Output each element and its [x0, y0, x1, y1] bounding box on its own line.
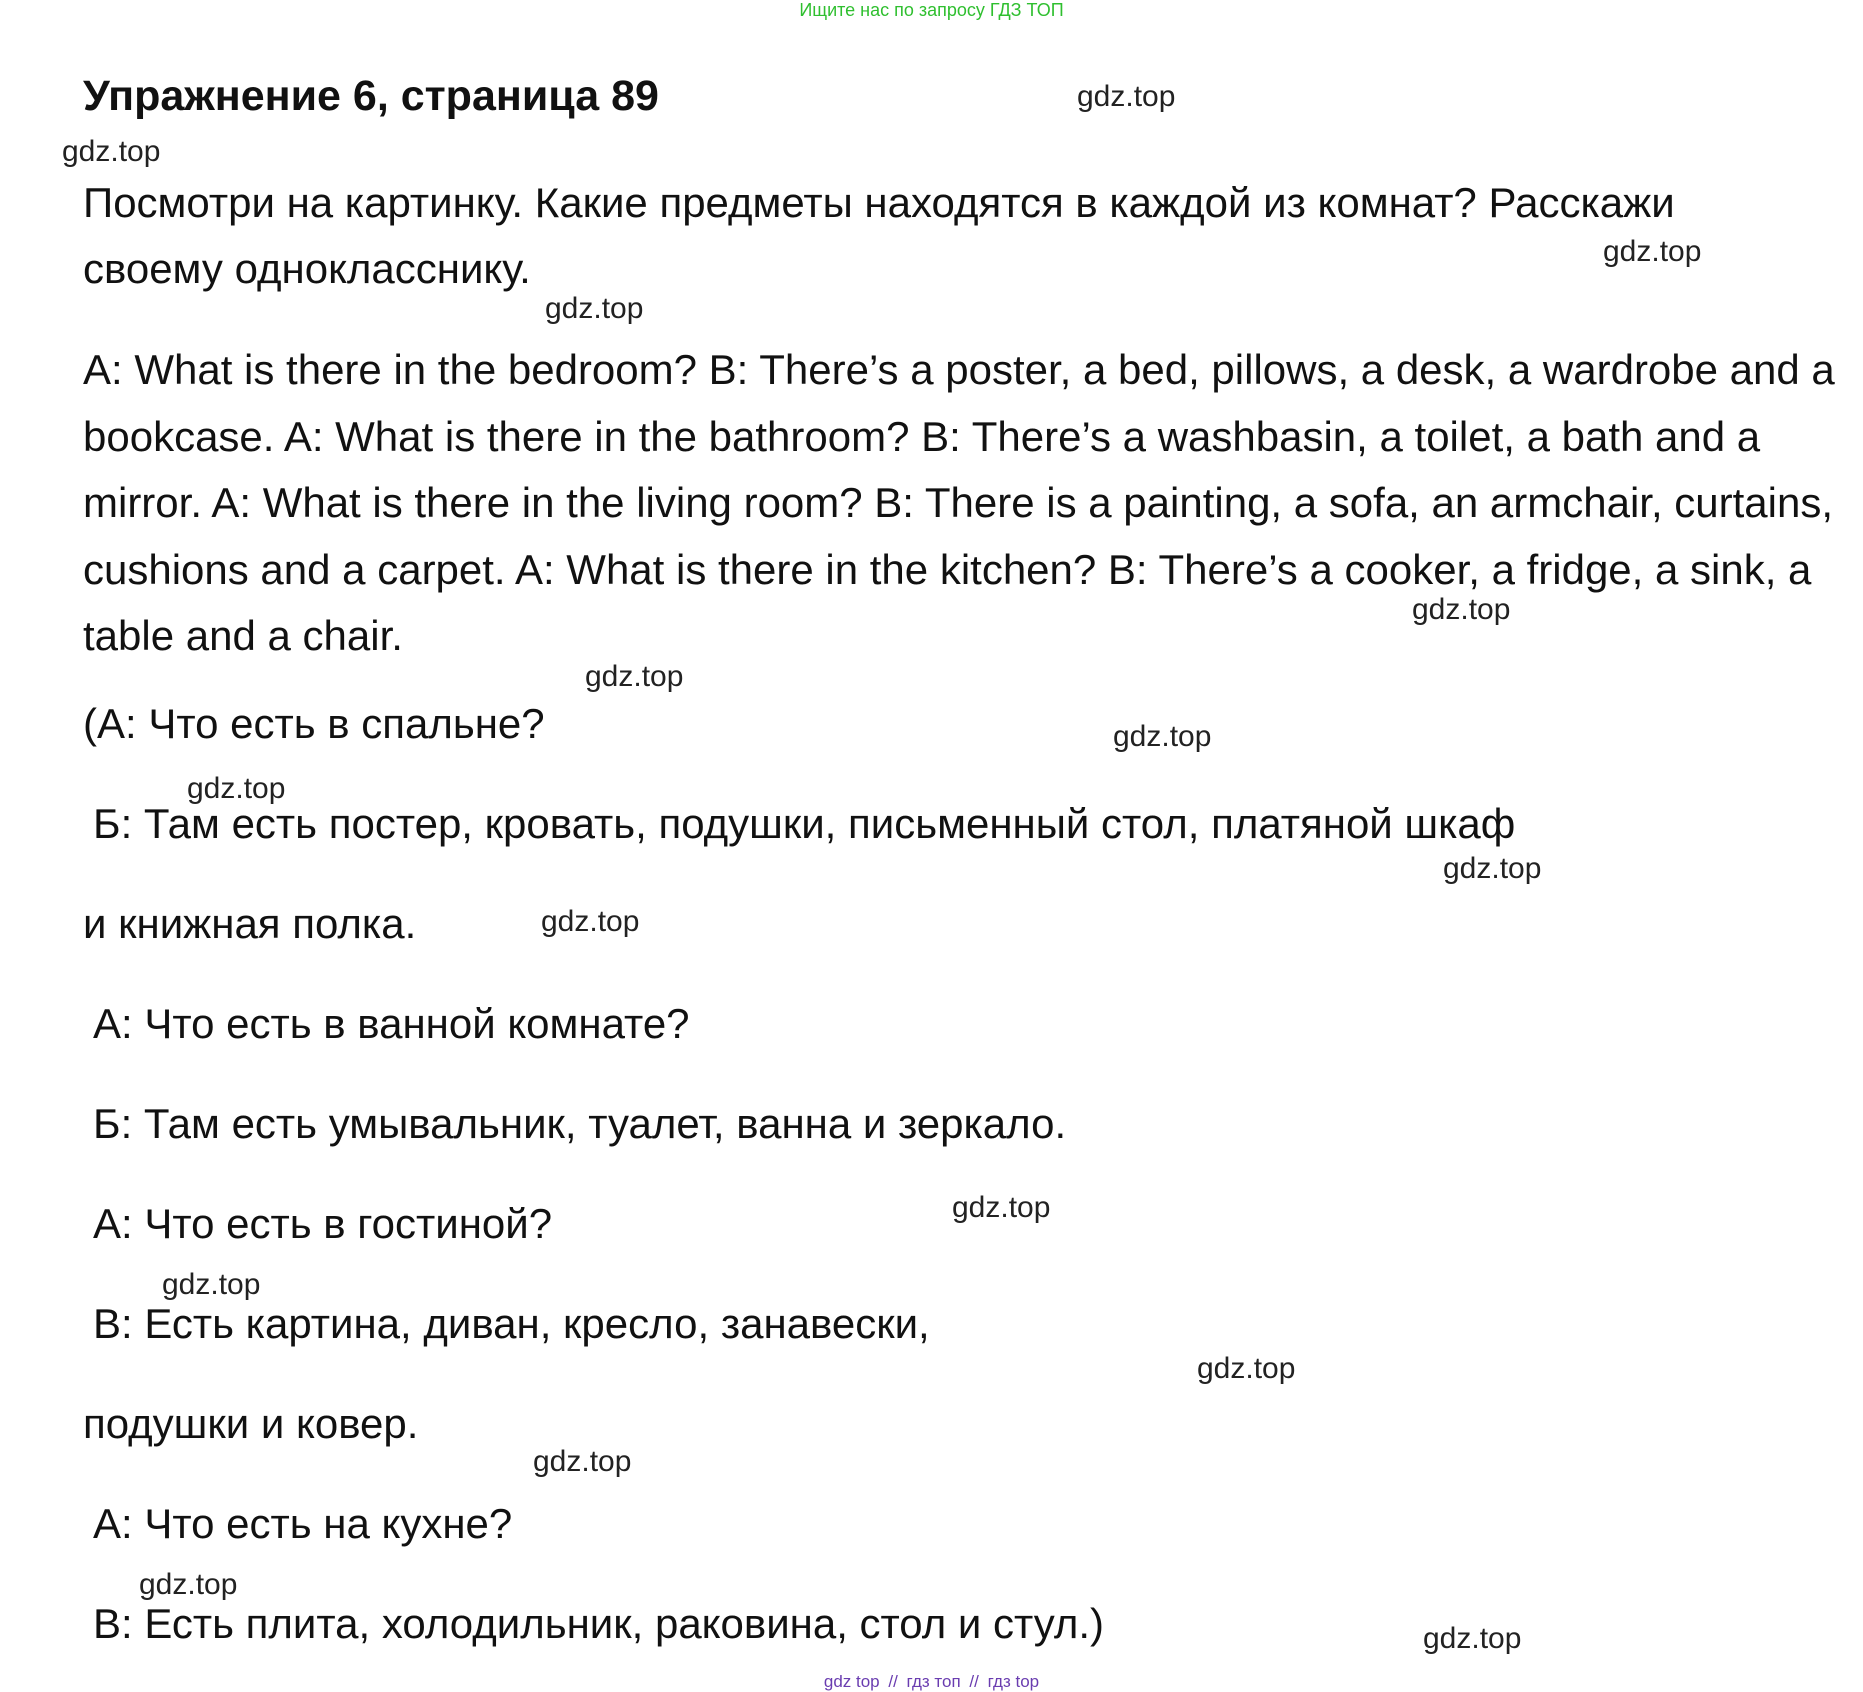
watermark: gdz.top [952, 1191, 1051, 1224]
footer-separator: // [888, 1672, 898, 1691]
english-answer: A: What is there in the bedroom? B: There’s a poster, a bed, pillows, a desk, a wardrobe and a bookcase. A: What is there in the bathroom? B: There’s a washbasin, a toilet, a bath and a mirror. A: What is there in the living room? B: There is a painting, a sofa, an armchair, curtains, cushions and a carpet. A: What is there in the kitchen? B: There’s a cooker, a fridge, a sink, a table and a chair. [83, 346, 1835, 659]
watermark: gdz.top [62, 135, 161, 168]
watermark: gdz.top [1113, 720, 1212, 753]
watermark: gdz.top [187, 772, 286, 805]
footer [0, 1672, 1863, 1692]
translation-line: Б: Там есть постер, кровать, подушки, письменный стол, платяной шкаф [93, 800, 1516, 847]
translation-line: В: Есть картина, диван, кресло, занавески, [93, 1300, 930, 1347]
page-title: Упражнение 6, страница 89 [83, 72, 659, 120]
translation-line: А: Что есть на кухне? [93, 1500, 513, 1547]
translation-line: А: Что есть в гостиной? [93, 1200, 553, 1247]
watermark: gdz.top [1443, 852, 1542, 885]
watermark: gdz.top [1077, 80, 1176, 113]
top-banner: Ищите нас по запросу ГДЗ ТОП [799, 0, 1064, 20]
translation-line: и книжная полка. [83, 900, 417, 947]
watermark: gdz.top [1423, 1622, 1522, 1655]
footer-separator: // [969, 1672, 979, 1691]
translation-line: А: Что есть в ванной комнате? [93, 1000, 690, 1047]
watermark: gdz.top [541, 905, 640, 938]
watermark: gdz.top [1197, 1352, 1296, 1385]
translation-line: (А: Что есть в спальне? [83, 700, 545, 747]
watermark: gdz.top [1603, 235, 1702, 268]
watermark: gdz.top [139, 1568, 238, 1601]
footer-part: gdz top [823, 1672, 880, 1691]
translation-line: подушки и ковер. [83, 1400, 419, 1447]
watermark: gdz.top [1412, 593, 1511, 626]
watermark: gdz.top [533, 1445, 632, 1478]
task-text: Посмотри на картинку. Какие предметы находятся в каждой из комнат? Расскажи своему однокласснику. [83, 179, 1675, 292]
translation-line: В: Есть плита, холодильник, раковина, стол и стул.) [93, 1600, 1104, 1647]
translation-line: Б: Там есть умывальник, туалет, ванна и зеркало. [93, 1100, 1067, 1147]
watermark: gdz.top [162, 1268, 261, 1301]
footer-part: гдз top [987, 1672, 1040, 1691]
footer-part: гдз топ [906, 1672, 961, 1691]
watermark: gdz.top [585, 660, 684, 693]
watermark: gdz.top [545, 292, 644, 325]
